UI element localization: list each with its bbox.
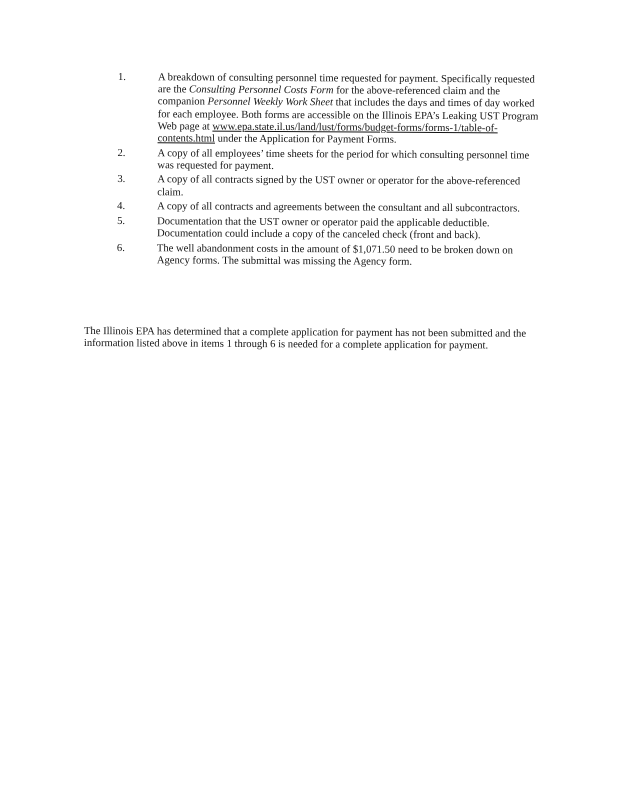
list-item-4 [117, 201, 547, 216]
list-item-5 [117, 216, 547, 243]
list-item-6 [117, 243, 547, 270]
item-text: A copy of all contracts signed by the UST owner or operator for the above-referenced claim. [157, 174, 521, 199]
item-number: 5. [117, 215, 126, 227]
form-name-consulting-personnel-costs: Consulting Personnel Costs Form [189, 84, 334, 97]
item-text: A copy of all employees’ time sheets for the period for which consulting personnel time was requested for payment. [157, 147, 530, 172]
item-number: 6. [116, 242, 125, 254]
item-text: The well abandonment costs in the amount of $1,071.50 need to be broken down on Agency forms. The submittal was missing the Agency form. [156, 242, 513, 268]
item-number: 1. [117, 72, 126, 84]
item-text [158, 72, 548, 148]
list-item-3 [117, 174, 547, 201]
item-text-part: that includes the days and times of day worked for each employee. Both forms are accessible on the Illinois EPA’s Leaking UST Program Web page at [157, 97, 539, 133]
list-item-1 [118, 72, 548, 148]
forms-web-link[interactable]: www.epa.state.il.us/land/lust/forms/budget-forms/forms-1/table-of-contents.html [157, 121, 498, 145]
requested-items-list [117, 72, 548, 272]
item-text: A copy of all contracts and agreements between the consultant and all subcontractors. [157, 201, 520, 215]
item-number: 2. [117, 147, 126, 159]
item-text-part: for the above-referenced claim and the companion [157, 85, 501, 108]
item-text: Documentation that the UST owner or operator paid the applicable deductible. Documentation could include a copy of the canceled check (front and back). [156, 216, 490, 242]
list-item-2 [117, 148, 547, 175]
item-text-part: A breakdown of consulting personnel time requested for payment. Specifically requested are the [157, 72, 535, 96]
item-number: 4. [117, 201, 126, 213]
item-text-part: under the Application for Payment Forms. [214, 133, 397, 146]
closing-paragraph: The Illinois EPA has determined that a complete application for payment has not been submitted and the information listed above in items 1 through 6 is needed for a complete application for payment. [83, 326, 527, 352]
form-name-personnel-weekly-work-sheet: Personnel Weekly Work Sheet [207, 96, 334, 109]
item-number: 3. [117, 174, 126, 186]
